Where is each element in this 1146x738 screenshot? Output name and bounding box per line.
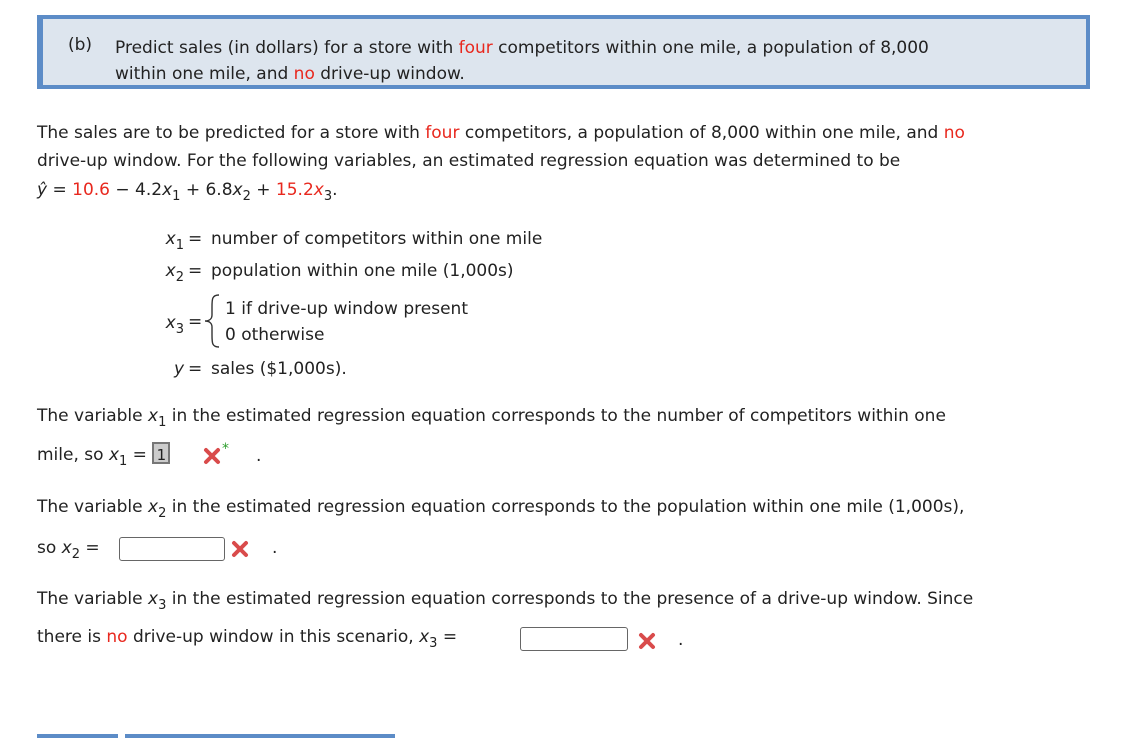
intro-paragraph: The sales are to be predicted for a store with four competitors, a population of 8,000 within one mile, and no drive-up window. For the following variables, an estimated regression equation was determined to be (37, 123, 965, 171)
x2-answer-line: so $x_2$ = (37, 538, 100, 562)
x1-explanation: The variable $x_1$ in the estimated regression equation corresponds to the number of competitors within one (37, 406, 946, 430)
x2-explanation: The variable $x_2$ in the estimated regression equation corresponds to the population within one mile (1,000s), (37, 497, 965, 521)
highlight-four: four (458, 38, 493, 58)
x3-answer-line: there is no drive-up window in this scenario, $x_3$ = (37, 627, 458, 651)
question-box (37, 15, 1090, 89)
partial-credit-star: * (222, 441, 229, 457)
regression-equation: ŷ = $10.6 - 4.2x_1 + 6.8x_2 + 15.2x_3$. (37, 180, 338, 204)
question-text: Predict sales (in dollars) for a store with four competitors within one mile, a population of 8,000 within one mile, and no drive-up window. (115, 38, 929, 84)
x2-answer-input[interactable] (119, 537, 225, 561)
highlight-no: no (293, 64, 315, 84)
x1-answer-line: mile, so $x_1 = 1$ (37, 441, 170, 476)
x3-answer-input[interactable] (520, 627, 628, 651)
curly-brace-icon (201, 293, 223, 349)
bottom-tab[interactable] (125, 734, 395, 738)
x-mark-icon (203, 447, 221, 465)
x3-explanation: The variable $x_3$ in the estimated regression equation corresponds to the presence of a drive-up window. Since (37, 589, 974, 613)
x1-answer-field[interactable]: 1 (152, 442, 170, 464)
bottom-tab[interactable] (37, 734, 118, 738)
question-label: (b) (68, 35, 93, 55)
x-mark-icon (231, 540, 249, 558)
x-mark-icon (638, 632, 656, 650)
